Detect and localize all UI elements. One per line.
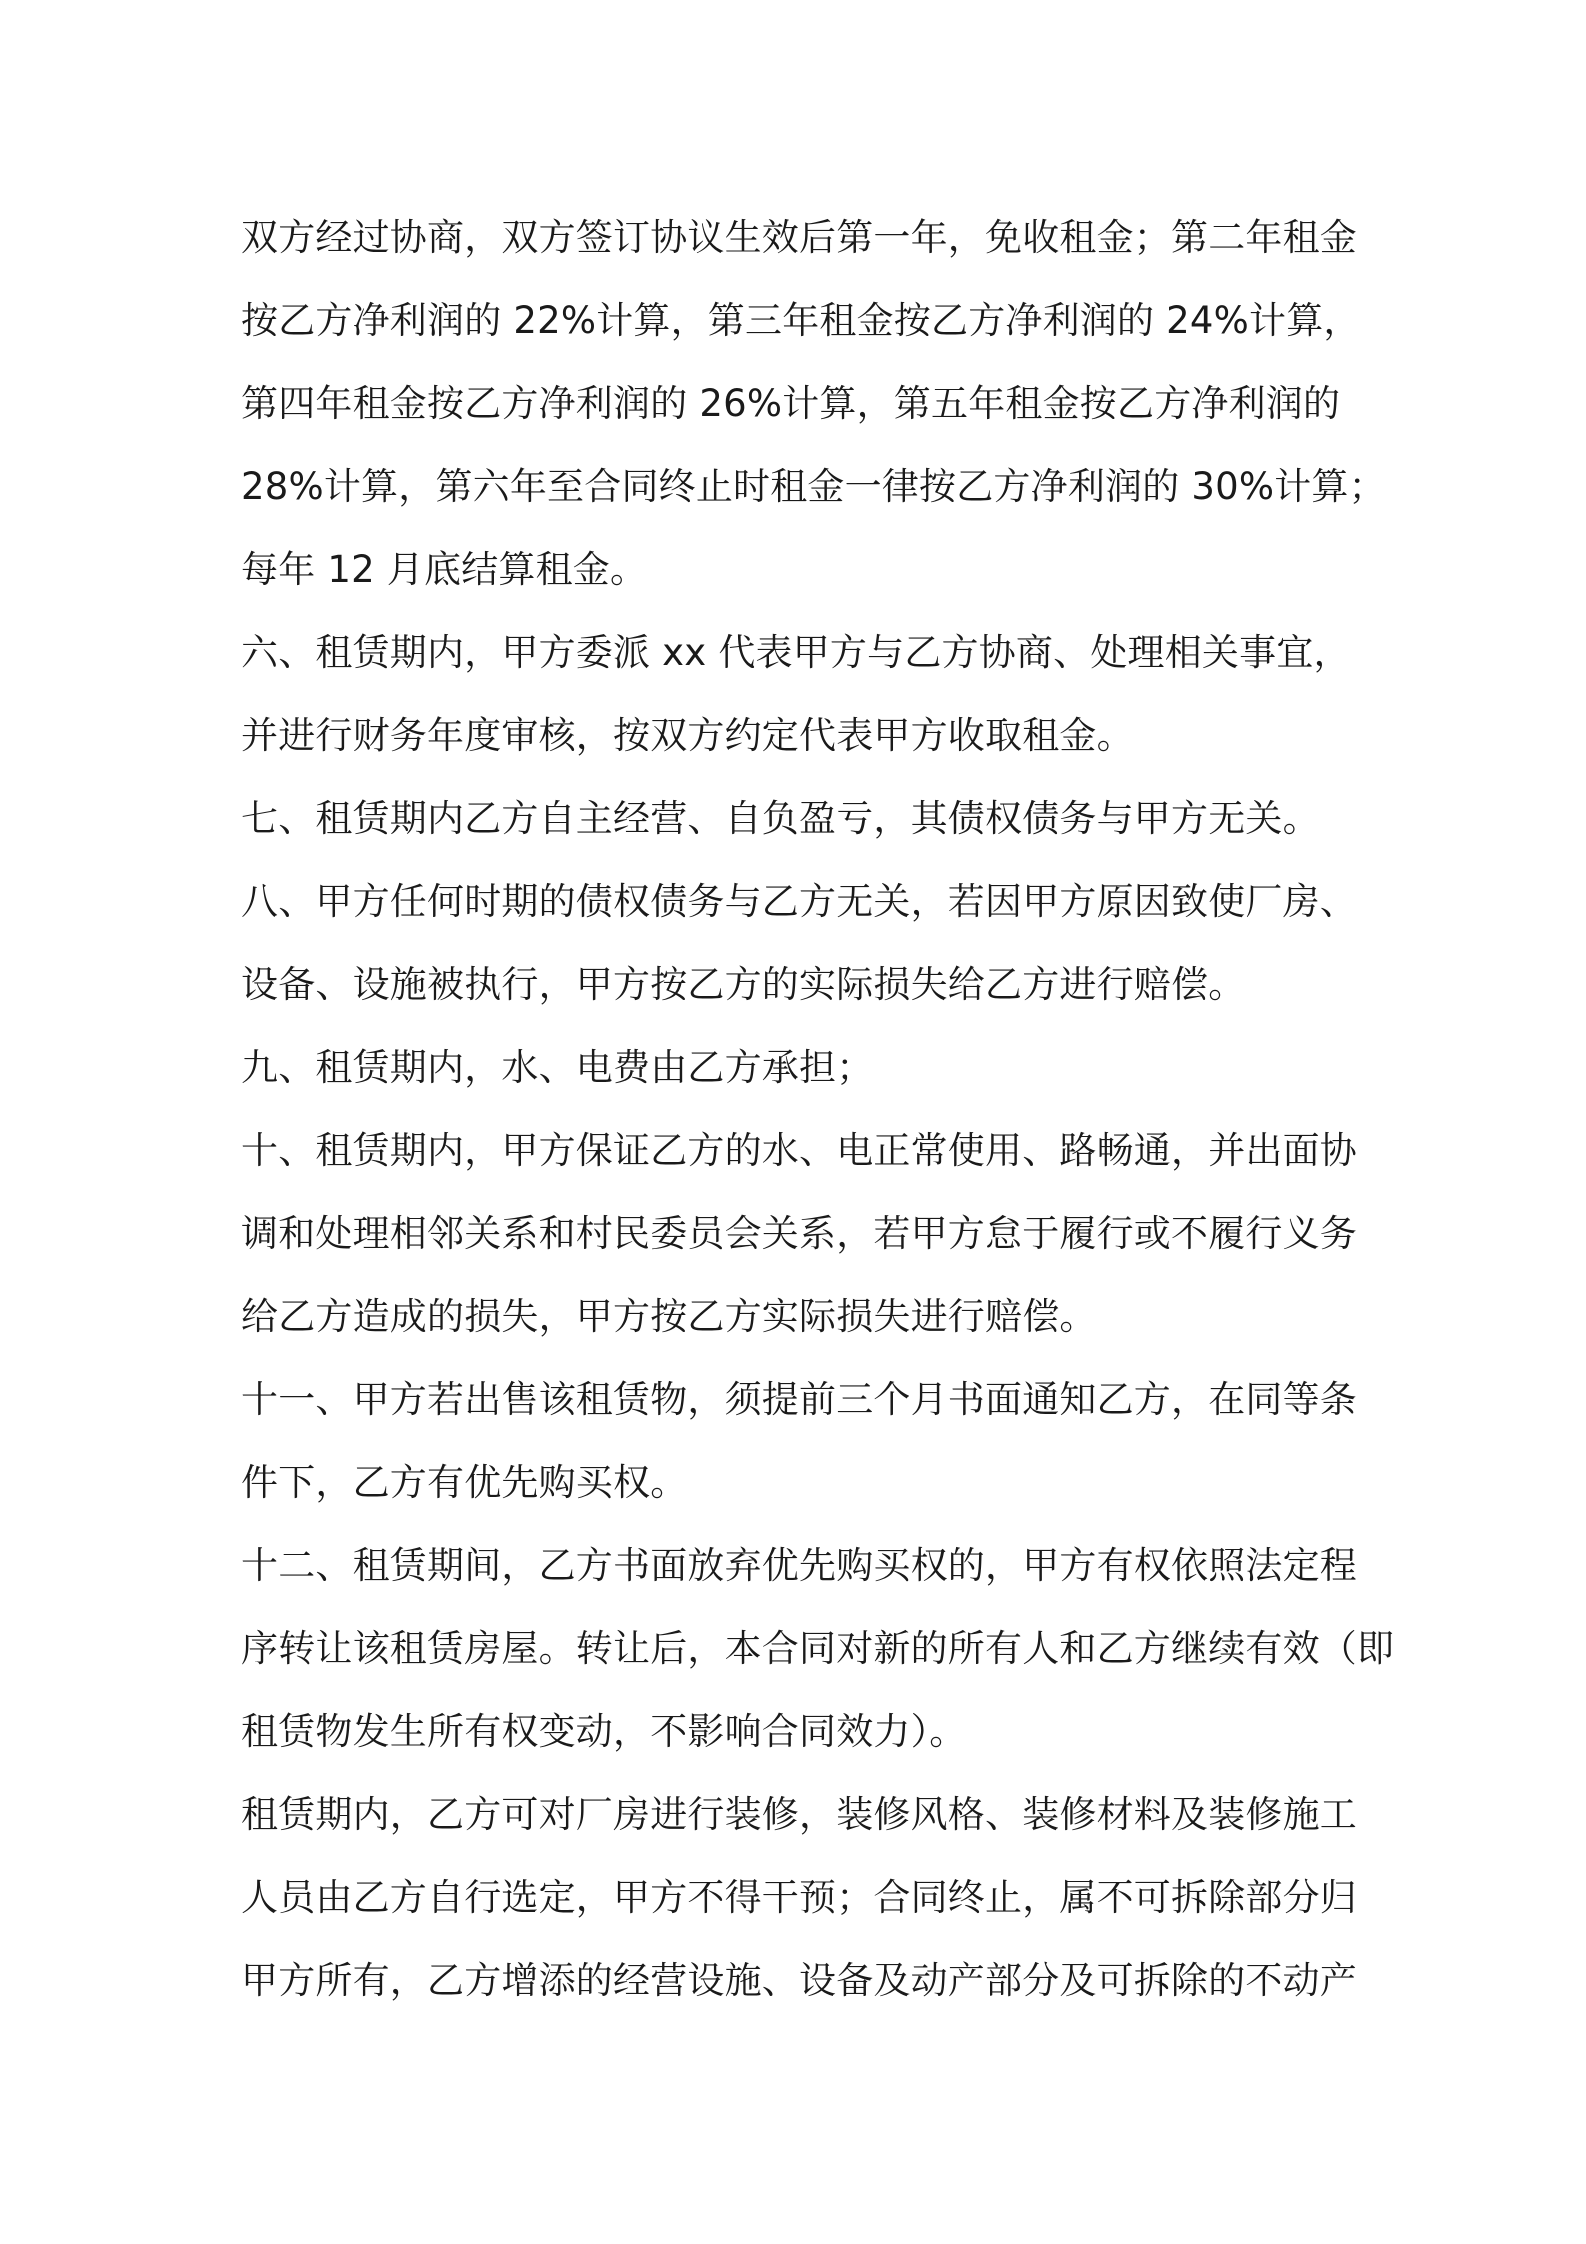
text-line: 十、租赁期内，甲方保证乙方的水、电正常使用、路畅通，并出面协 (241, 1129, 1357, 1172)
text-line: 件下，乙方有优先购买权。 (241, 1461, 688, 1504)
paragraph-clause-6 (241, 611, 1361, 777)
paragraph-clause-10 (241, 1109, 1361, 1358)
paragraph-clause-7 (241, 777, 1361, 860)
text-line: 调和处理相邻关系和村民委员会关系，若甲方怠于履行或不履行义务 (241, 1212, 1357, 1255)
text-line: 八、甲方任何时期的债权债务与乙方无关，若因甲方原因致使厂房、 (241, 880, 1357, 923)
document-body (241, 196, 1395, 2022)
text-line: 七、租赁期内乙方自主经营、自负盈亏，其债权债务与甲方无关。 (241, 797, 1320, 840)
text-line: 甲方所有，乙方增添的经营设施、设备及动产部分及可拆除的不动产 (241, 1959, 1357, 2002)
paragraph-clause-12 (241, 1524, 1395, 1773)
text-line: 十二、租赁期间，乙方书面放弃优先购买权的，甲方有权依照法定程 (241, 1544, 1357, 1587)
text-line: 租赁期内，乙方可对厂房进行装修，装修风格、装修材料及装修施工 (241, 1793, 1357, 1836)
paragraph-renovation (241, 1773, 1361, 2022)
paragraph-clause-9 (241, 1026, 1361, 1109)
text-line: 双方经过协商，双方签订协议生效后第一年，免收租金；第二年租金 (241, 216, 1357, 259)
text-line: 28%计算，第六年至合同终止时租金一律按乙方净利润的 30%计算； (241, 465, 1386, 508)
text-line: 十一、甲方若出售该租赁物，须提前三个月书面通知乙方，在同等条 (241, 1378, 1357, 1421)
paragraph-rent-schedule (241, 196, 1386, 611)
text-line: 给乙方造成的损失，甲方按乙方实际损失进行赔偿。 (241, 1295, 1097, 1338)
paragraph-clause-11 (241, 1358, 1361, 1524)
text-line: 并进行财务年度审核，按双方约定代表甲方收取租金。 (241, 714, 1134, 757)
paragraph-clause-8 (241, 860, 1361, 1026)
text-line: 租赁物发生所有权变动，不影响合同效力）。 (241, 1710, 967, 1753)
text-line: 序转让该租赁房屋。转让后，本合同对新的所有人和乙方继续有效（即 (241, 1627, 1395, 1670)
text-line: 按乙方净利润的 22%计算，第三年租金按乙方净利润的 24%计算， (241, 299, 1361, 342)
text-line: 九、租赁期内，水、电费由乙方承担； (241, 1046, 874, 1089)
text-line: 第四年租金按乙方净利润的 26%计算，第五年租金按乙方净利润的 (241, 382, 1341, 425)
text-line: 每年 12 月底结算租金。 (241, 548, 648, 591)
text-line: 设备、设施被执行，甲方按乙方的实际损失给乙方进行赔偿。 (241, 963, 1246, 1006)
text-line: 人员由乙方自行选定，甲方不得干预；合同终止，属不可拆除部分归 (241, 1876, 1357, 1919)
text-line: 六、租赁期内，甲方委派 xx 代表甲方与乙方协商、处理相关事宜， (241, 631, 1351, 674)
